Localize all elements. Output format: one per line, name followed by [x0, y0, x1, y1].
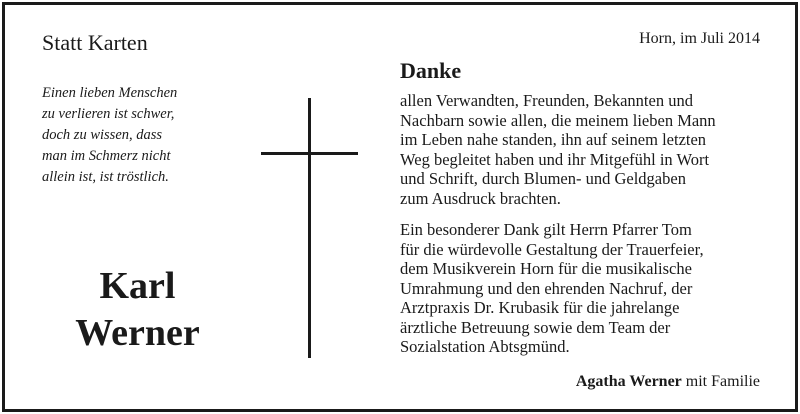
paragraph-line: allen Verwandten, Freunden, Bekannten und — [400, 91, 693, 110]
deceased-name — [25, 263, 250, 357]
paragraph-line: und Schrift, durch Blumen- und Geldgaben — [400, 169, 686, 188]
thanks-paragraph-1 — [400, 91, 716, 208]
quote-line: zu verlieren ist schwer, — [42, 106, 175, 122]
paragraph-line: Sozialstation Abtsgmünd. — [400, 337, 570, 356]
place-date: Horn, im Juli 2014 — [639, 30, 760, 47]
cross-vertical-bar — [308, 98, 311, 358]
paragraph-line: für die würdevolle Gestaltung der Trauerfeier, — [400, 239, 704, 259]
thanks-paragraph-2 — [400, 220, 704, 357]
quote-line: doch zu wissen, dass — [42, 127, 163, 143]
consolation-quote — [42, 83, 242, 188]
quote-line: Einen lieben Menschen — [42, 85, 178, 101]
paragraph-line: Arztpraxis Dr. Krubasik für die jahrelange — [400, 298, 680, 317]
paragraph-line: dem Musikverein Horn für die musikalische — [400, 259, 692, 278]
thanks-heading: Danke — [400, 58, 462, 83]
signature — [576, 373, 760, 391]
paragraph-line: im Leben nahe standen, ihn auf seinem letzten — [400, 130, 707, 149]
paragraph-line: Ein besonderer Dank gilt Herrn Pfarrer Tom — [400, 220, 692, 239]
obituary-card — [2, 2, 798, 412]
signature-name: Agatha Werner — [575, 373, 682, 390]
deceased-last-name: Werner — [75, 312, 200, 354]
paragraph-line: Weg begleitet haben und ihr Mitgefühl in Wort — [400, 149, 710, 169]
quote-line: allein ist, ist tröstlich. — [42, 169, 169, 185]
paragraph-line: Umrahmung und den ehrenden Nachruf, der — [400, 278, 693, 298]
paragraph-line: Nachbarn sowie allen, die meinem lieben Mann — [400, 110, 716, 130]
deceased-first-name: Karl — [99, 265, 176, 307]
cross-horizontal-bar — [261, 152, 358, 155]
paragraph-line: ärztliche Betreuung sowie dem Team der — [400, 317, 671, 337]
quote-line: man im Schmerz nicht — [42, 148, 171, 164]
paragraph-line: zum Ausdruck brachten. — [400, 188, 561, 208]
signature-suffix: mit Familie — [685, 373, 760, 390]
statt-karten-label: Statt Karten — [42, 30, 148, 55]
